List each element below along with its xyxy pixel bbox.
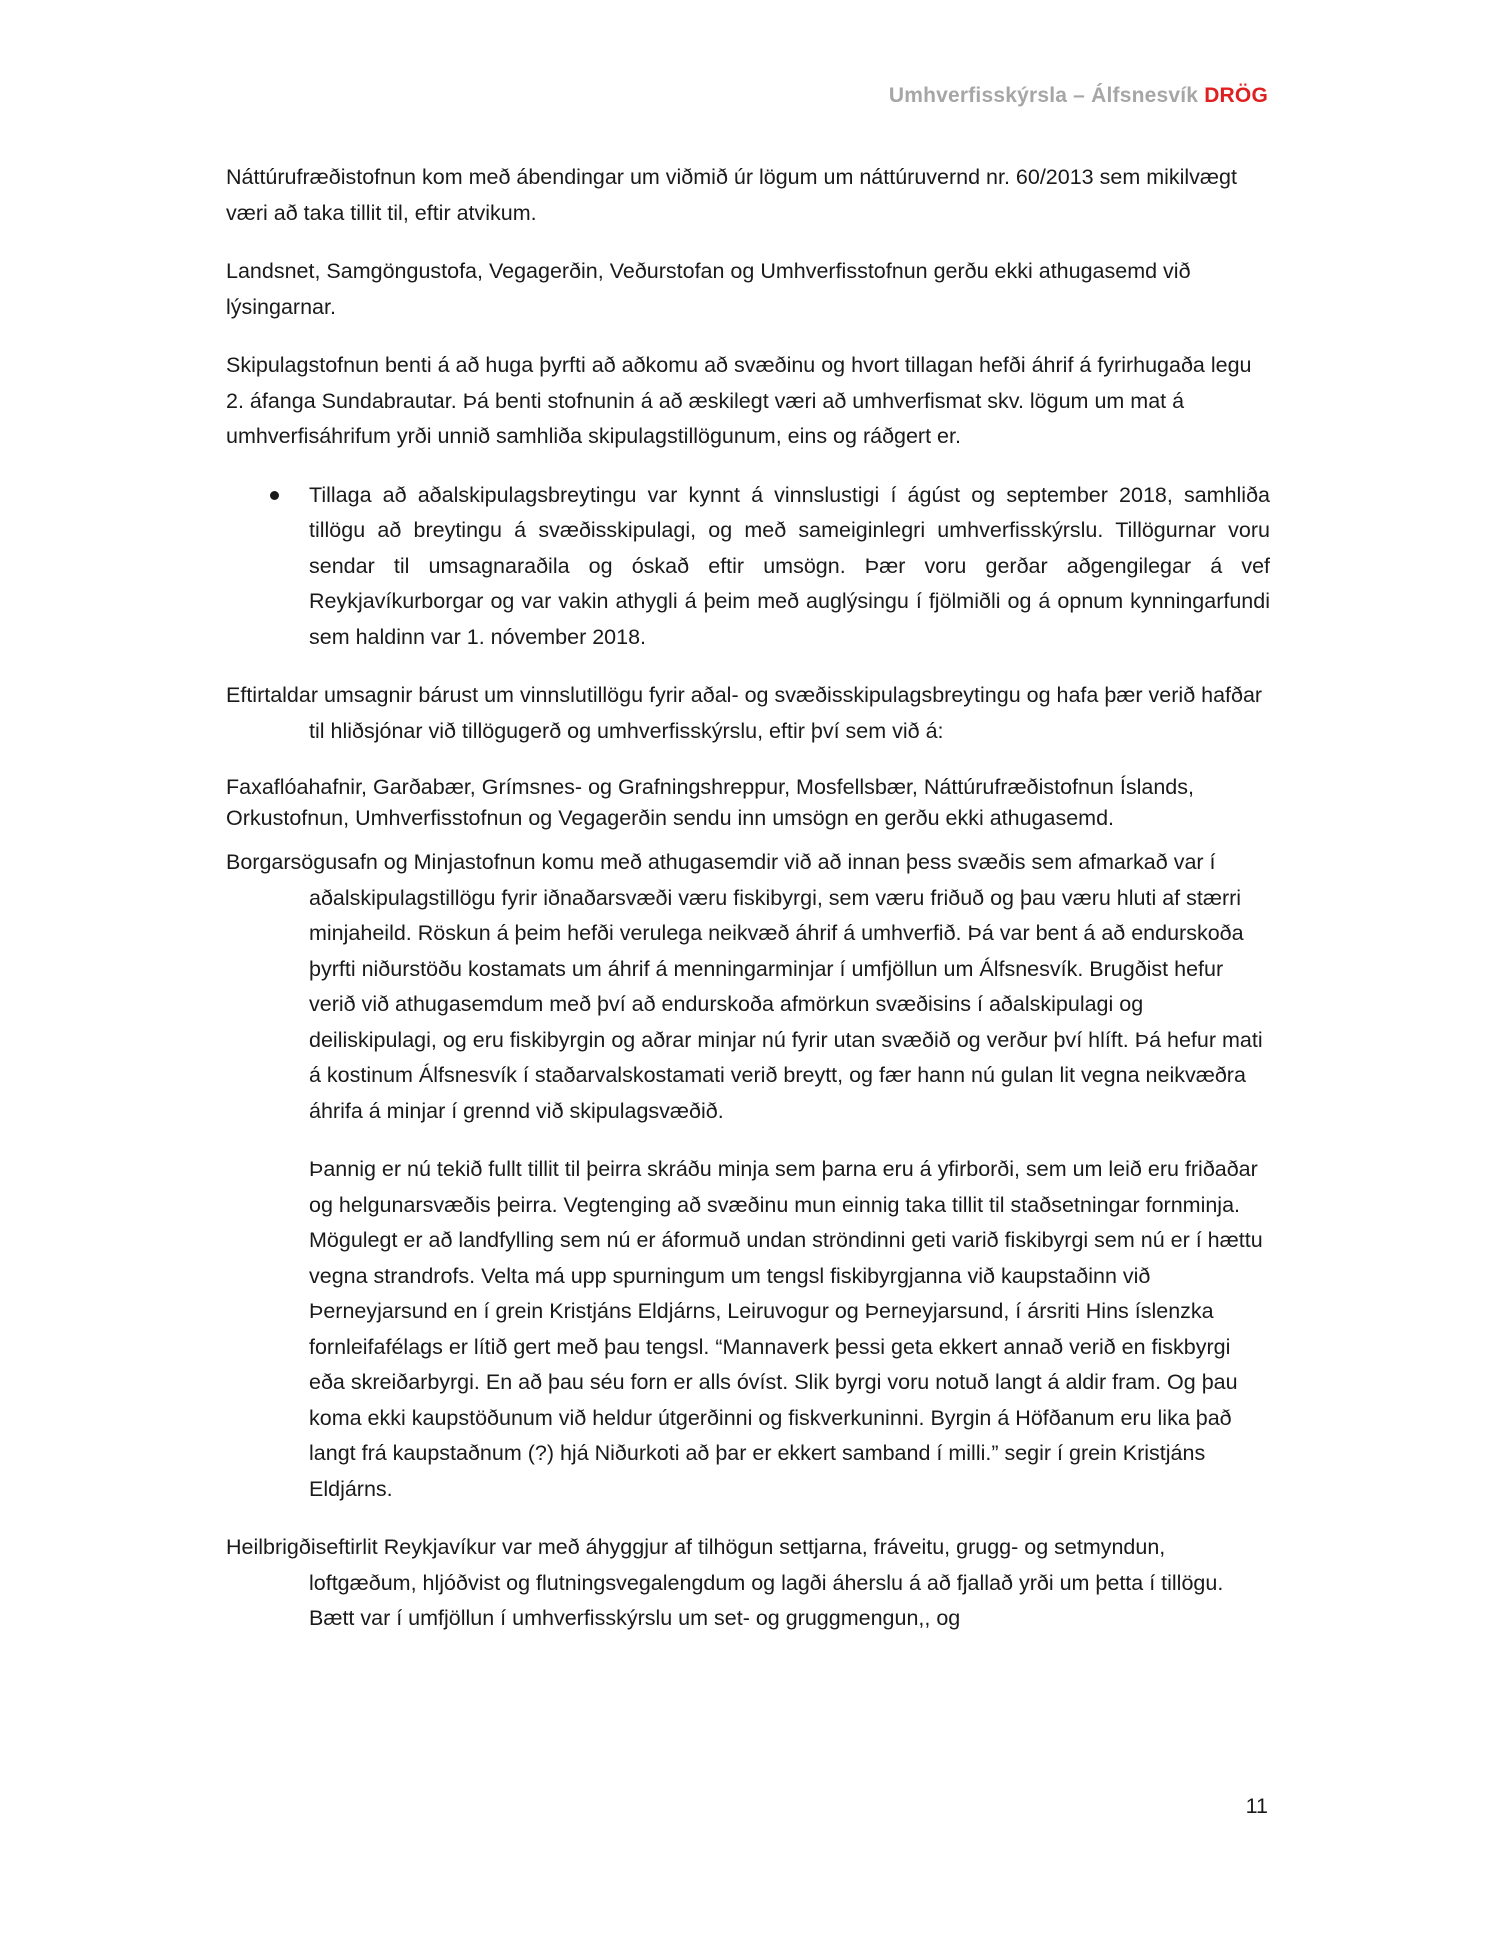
paragraph-fornminjar-tillit: Þannig er nú tekið fullt tillit til þeirra skráðu minja sem þarna eru á yfirborði, sem um leið eru friðaðar og helgunarsvæðis þeirra. Vegtenging að svæðinu mun einnig taka tillit til staðsetningar fornminja. Mögulegt er að landfylling sem nú er áformuð undan ströndinni geti varið fiskibyrgi sem nú er í hættu vegna strandrofs. Velta má upp spurningum um tengsl fiskibyrgjanna við kaupstaðinn við Þerneyjarsund en í grein Kristjáns Eldjárns, Leiruvogur og Þerneyjarsund, í ársriti Hins íslenzka fornleifafélags er lítið gert með þau tengsl. “Mannaverk þessi geta ekkert annað verið en fiskbyrgi eða skreiðarbyrgi. En að þau séu forn er alls óvíst. Slik byrgi voru notuð langt á aldir fram. Og þau koma ekki kaupstöðunum við heldur útgerðinni og fiskverkuninni. Byrgin á Höfðanum eru lika það langt frá kaupstaðnum (?) hjá Niðurkoti að þar er ekkert samband í milli.” segir í grein Kristjáns Eldjárns.	[309, 1157, 1263, 1501]
page-body	[226, 160, 1270, 1637]
bullet-text: Tillaga að aðalskipulagsbreytingu var kynnt á vinnslustigi í ágúst og september 2018, samhliða tillögu að breytingu á svæðisskipulagi, og með sameiginlegri umhverfisskýrslu. Tillögurnar voru sendar til umsagnaraðila og óskað eftir umsögn. Þær voru gerðar aðgengilegar á vef Reykjavíkurborgar og var vakin athygli á þeim með auglýsingu í fjölmiðli og á opnum kynningarfundi sem haldinn var 1. nóvember 2018.	[309, 482, 1270, 649]
document-title: Umhverfisskýrsla – Álfsnesvík	[888, 84, 1205, 107]
paragraph-skipulagstofnun: Skipulagstofnun benti á að huga þyrfti að aðkomu að svæðinu og hvort tillagan hefði áhrif á fyrirhugaða legu 2. áfanga Sundabrautar. Þá benti stofnunin á að æskilegt væri að umhverfismat skv. lögum um mat á umhverfisáhrifum yrði unnið samhliða skipulagstillögunum, eins og ráðgert er.	[226, 353, 1252, 448]
paragraph-landsnet: Landsnet, Samgöngustofa, Vegagerðin, Veðurstofan og Umhverfisstofnun gerðu ekki athugasemd við lýsingarnar.	[226, 259, 1191, 319]
page-header	[889, 84, 1268, 108]
paragraph-natturufraedistofnun: Náttúrufræðistofnun kom með ábendingar um viðmið úr lögum um náttúruvernd nr. 60/2013 sem mikilvægt væri að taka tillit til, eftir atvikum.	[226, 165, 1237, 225]
paragraph-heilbrigdiseftirlit: Heilbrigðiseftirlit Reykjavíkur var með áhyggjur af tilhögun settjarna, fráveitu, grugg- og setmyndun, loftgæðum, hljóðvist og flutningsvegalengdum og lagði áherslu á að fjallað yrði um þetta í tillögu. Bætt var í umfjöllun í umhverfisskýrslu um set- og gruggmengun,, og	[226, 1535, 1224, 1630]
page-number: 11	[1245, 1794, 1268, 1818]
bullet-icon	[270, 491, 279, 500]
draft-label: DRÖG	[1204, 84, 1268, 107]
paragraph-no-comments: Faxaflóahafnir, Garðabær, Grímsnes- og Grafningshreppur, Mosfellsbær, Náttúrufræðistofnun Íslands, Orkustofnun, Umhverfisstofnun og Vegagerðin sendu inn umsögn en gerðu ekki athugasemd.	[226, 775, 1194, 830]
bullet-list-item	[226, 478, 1270, 656]
paragraph-eftirtaldar-umsagnir: Eftirtaldar umsagnir bárust um vinnslutillögu fyrir aðal- og svæðisskipulagsbreytingu og hafa þær verið hafðar til hliðsjónar við tillögugerð og umhverfisskýrslu, eftir því sem við á:	[226, 683, 1263, 743]
paragraph-borgarsogusafn: Borgarsögusafn og Minjastofnun komu með athugasemdir við að innan þess svæðis sem afmarkað var í aðalskipulagstillögu fyrir iðnaðarsvæði væru fiskibyrgi, sem væru friðuð og þau væru hluti af stærri minjaheild. Röskun á þeim hefði verulega neikvæð áhrif á umhverfið. Þá var bent á að endurskoða þyrfti niðurstöðu kostamats um áhrif á menningarminjar í umfjöllun um Álfsnesvík. Brugðist hefur verið við athugasemdum með því að endurskoða afmörkun svæðisins í aðalskipulagi og deiliskipulagi, og eru fiskibyrgin og aðrar minjar nú fyrir utan svæðið og verður því hlíft. Þá hefur mati á kostinum Álfsnesvík í staðarvalskostamati verið breytt, og fær hann nú gulan lit vegna neikvæðra áhrifa á minjar í grennd við skipulagsvæðið.	[226, 850, 1263, 1123]
